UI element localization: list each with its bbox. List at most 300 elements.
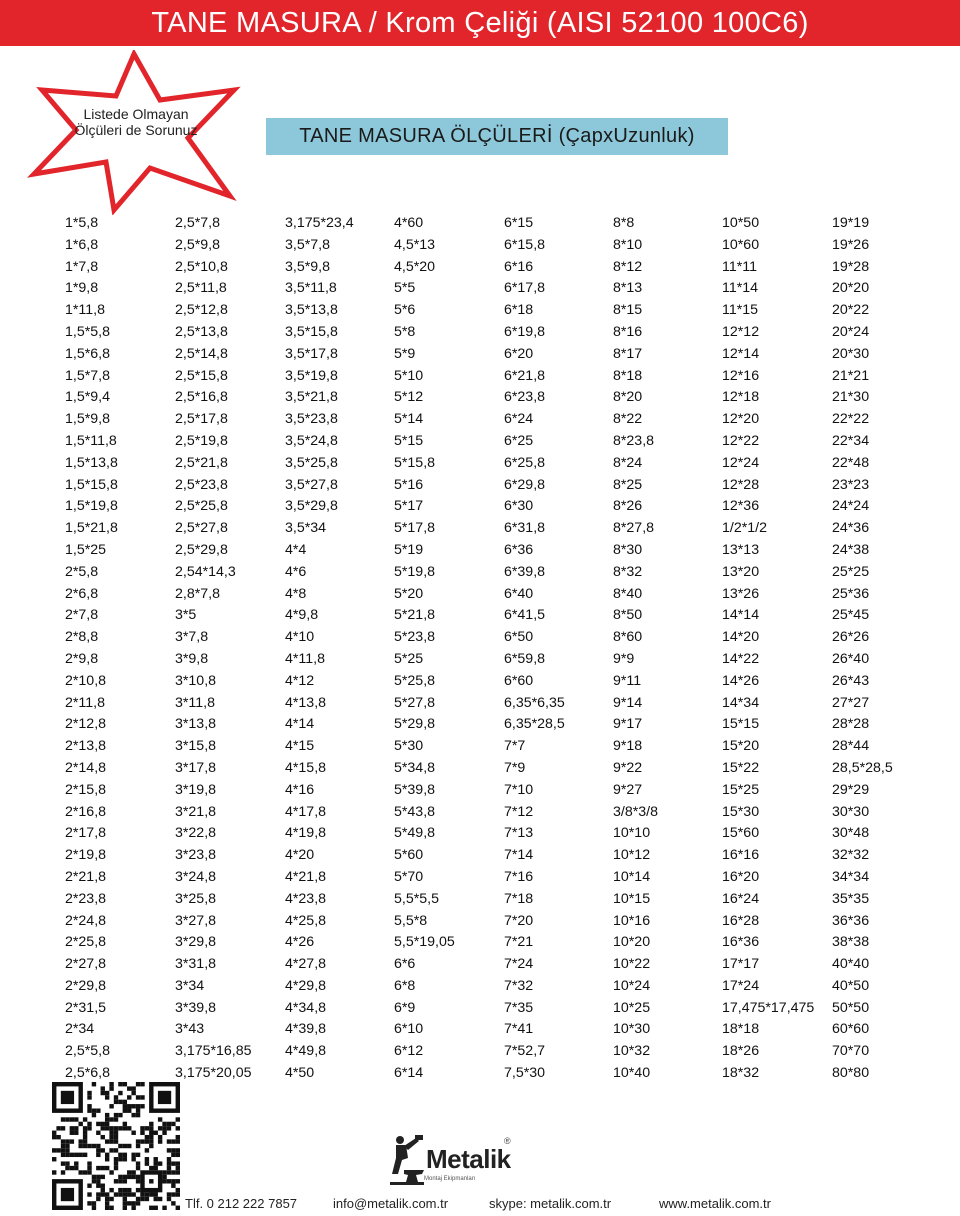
size-cell: 4,5*13 — [394, 236, 436, 253]
size-cell: 10*25 — [613, 999, 651, 1016]
size-cell: 1,5*15,8 — [65, 476, 118, 493]
size-cell: 6*40 — [504, 585, 534, 602]
size-cell: 2,54*14,3 — [175, 563, 236, 580]
size-cell: 10*24 — [613, 977, 651, 994]
size-cell: 2*31,5 — [65, 999, 107, 1016]
size-cell: 1,5*25 — [65, 541, 107, 558]
size-cell: 4*34,8 — [285, 999, 327, 1016]
size-cell: 5*70 — [394, 868, 424, 885]
size-cell: 7*24 — [504, 956, 534, 973]
size-cell: 10*22 — [613, 956, 651, 973]
size-cell: 2*12,8 — [65, 716, 107, 733]
size-cell: 8*23,8 — [613, 432, 655, 449]
size-cell: 4*4 — [285, 541, 307, 558]
size-cell: 1,5*11,8 — [65, 432, 117, 449]
size-cell: 1,5*13,8 — [65, 454, 118, 471]
size-cell: 1*11,8 — [65, 302, 105, 319]
size-cell: 5,5*8 — [394, 912, 428, 929]
size-cell: 20*30 — [832, 345, 870, 362]
size-cell: 2*5,8 — [65, 563, 99, 580]
size-cell: 4*60 — [394, 215, 424, 231]
size-cell: 5*27,8 — [394, 694, 436, 711]
size-cell: 3*39,8 — [175, 999, 217, 1016]
size-cell: 36*36 — [832, 912, 870, 929]
size-cell: 38*38 — [832, 934, 870, 951]
size-cell: 15*22 — [722, 759, 760, 776]
skype-id: skype: metalik.com.tr — [489, 1196, 612, 1211]
size-cell: 18*32 — [722, 1065, 760, 1082]
size-cell: 6*23,8 — [504, 389, 546, 406]
size-cell: 5,5*19,05 — [394, 934, 455, 951]
size-cell: 4*8 — [285, 585, 307, 602]
size-cell: 60*60 — [832, 1021, 870, 1038]
email-address[interactable]: info@metalik.com.tr — [333, 1196, 449, 1211]
size-cell: 15*60 — [722, 825, 760, 842]
size-cell: 35*35 — [832, 890, 870, 907]
size-cell: 3*7,8 — [175, 629, 209, 646]
size-cell: 3,5*7,8 — [285, 236, 330, 253]
size-cell: 3,5*21,8 — [285, 389, 338, 406]
size-cell: 15*30 — [722, 803, 760, 820]
size-cell: 16*24 — [722, 890, 760, 907]
size-cell: 2,5*19,8 — [175, 432, 228, 449]
size-cell: 2*25,8 — [65, 934, 107, 951]
size-cell: 14*20 — [722, 629, 760, 646]
size-cell: 40*40 — [832, 956, 870, 973]
size-cell: 18*26 — [722, 1043, 760, 1060]
size-cell: 3*19,8 — [175, 781, 217, 798]
size-cell: 10*40 — [613, 1065, 651, 1082]
size-cell: 5*34,8 — [394, 759, 436, 776]
size-cell: 3*9,8 — [175, 650, 209, 667]
size-cell: 7*21 — [504, 934, 534, 951]
size-cell: 4*6 — [285, 563, 307, 580]
size-cell: 12*28 — [722, 476, 760, 493]
size-cell: 7*32 — [504, 977, 534, 994]
size-cell: 2*29,8 — [65, 977, 107, 994]
size-cell: 6*18 — [504, 302, 534, 319]
size-cell: 2*9,8 — [65, 650, 99, 667]
size-cell: 30*48 — [832, 825, 870, 842]
size-cell: 3,175*20,05 — [175, 1065, 252, 1082]
size-cell: 5*30 — [394, 738, 424, 755]
size-cell: 17*17 — [722, 956, 760, 973]
size-cell: 2*7,8 — [65, 607, 99, 624]
size-cell: 7,5*30 — [504, 1065, 546, 1082]
size-cell: 3*15,8 — [175, 738, 217, 755]
size-cell: 2*6,8 — [65, 585, 99, 602]
size-cell: 19*26 — [832, 236, 870, 253]
size-cell: 1,5*5,8 — [65, 323, 110, 340]
size-cell: 5*25,8 — [394, 672, 436, 689]
size-cell: 3,175*16,85 — [175, 1043, 252, 1060]
size-cell: 2*34 — [65, 1021, 95, 1038]
size-cell: 8*24 — [613, 454, 643, 471]
size-cell: 8*22 — [613, 411, 643, 428]
size-cell: 2,5*11,8 — [175, 280, 227, 297]
size-cell: 3*25,8 — [175, 890, 217, 907]
size-cell: 8*32 — [613, 563, 643, 580]
size-cell: 10*50 — [722, 215, 760, 231]
size-cell: 6*39,8 — [504, 563, 546, 580]
size-cell: 8*27,8 — [613, 520, 655, 537]
size-cell: 19*28 — [832, 258, 870, 275]
size-cell: 3*5 — [175, 607, 197, 624]
size-cell: 5*9 — [394, 345, 416, 362]
size-cell: 8*60 — [613, 629, 643, 646]
size-cell: 13*26 — [722, 585, 760, 602]
company-logo — [386, 1134, 516, 1194]
size-cell: 2,5*25,8 — [175, 498, 228, 515]
size-cell: 5*14 — [394, 411, 424, 428]
size-cell: 6*8 — [394, 977, 416, 994]
size-cell: 3*23,8 — [175, 847, 217, 864]
size-cell: 2*17,8 — [65, 825, 107, 842]
size-cell: 2*24,8 — [65, 912, 107, 929]
size-cell: 27*27 — [832, 694, 870, 711]
size-cell: 3,5*11,8 — [285, 280, 337, 297]
size-cell: 2*15,8 — [65, 781, 107, 798]
size-cell: 5*5 — [394, 280, 416, 297]
size-cell: 4*25,8 — [285, 912, 327, 929]
size-cell: 1*9,8 — [65, 280, 99, 297]
size-cell: 5*21,8 — [394, 607, 436, 624]
size-cell: 8*25 — [613, 476, 643, 493]
size-cell: 16*36 — [722, 934, 760, 951]
size-cell: 7*9 — [504, 759, 526, 776]
size-cell: 2,5*17,8 — [175, 411, 228, 428]
size-cell: 30*30 — [832, 803, 870, 820]
logo-name: Metalik — [426, 1144, 511, 1174]
size-cell: 7*13 — [504, 825, 534, 842]
size-column — [175, 213, 285, 1085]
size-cell: 3,5*15,8 — [285, 323, 338, 340]
size-cell: 4*10 — [285, 629, 315, 646]
size-column — [722, 213, 832, 1085]
size-cell: 4*15 — [285, 738, 315, 755]
size-cell: 26*43 — [832, 672, 870, 689]
size-cell: 9*22 — [613, 759, 643, 776]
size-cell: 10*12 — [613, 847, 651, 864]
size-cell: 9*27 — [613, 781, 643, 798]
size-cell: 2,8*7,8 — [175, 585, 220, 602]
size-cell: 2*16,8 — [65, 803, 107, 820]
sizes-header — [266, 118, 728, 155]
page-title: TANE MASURA / Krom Çeliği (AISI 52100 100C6) — [151, 6, 809, 39]
size-cell: 5*6 — [394, 302, 416, 319]
size-cell: 4*26 — [285, 934, 315, 951]
size-cell: 12*18 — [722, 389, 760, 406]
size-cell: 12*20 — [722, 411, 760, 428]
size-cell: 2,5*23,8 — [175, 476, 228, 493]
size-cell: 22*48 — [832, 454, 870, 471]
badge-text — [66, 106, 206, 138]
size-cell: 10*14 — [613, 868, 651, 885]
size-column — [285, 213, 395, 1085]
size-cell: 6*10 — [394, 1021, 424, 1038]
size-cell: 5*49,8 — [394, 825, 436, 842]
size-cell: 6*24 — [504, 411, 534, 428]
size-cell: 15*25 — [722, 781, 760, 798]
size-cell: 29*29 — [832, 781, 870, 798]
size-cell: 5*43,8 — [394, 803, 436, 820]
size-cell: 5*8 — [394, 323, 416, 340]
size-cell: 4*14 — [285, 716, 315, 733]
size-cell: 5*16 — [394, 476, 424, 493]
size-cell: 2*11,8 — [65, 694, 105, 711]
size-cell: 5*20 — [394, 585, 424, 602]
size-cell: 2,5*29,8 — [175, 541, 228, 558]
size-cell: 2,5*12,8 — [175, 302, 228, 319]
size-cell: 4*23,8 — [285, 890, 327, 907]
size-cell: 20*24 — [832, 323, 870, 340]
size-cell: 8*17 — [613, 345, 643, 362]
size-cell: 4*13,8 — [285, 694, 327, 711]
size-cell: 12*14 — [722, 345, 760, 362]
size-cell: 7*12 — [504, 803, 534, 820]
size-cell: 10*20 — [613, 934, 651, 951]
size-cell: 13*13 — [722, 541, 760, 558]
size-column — [613, 213, 723, 1085]
size-cell: 2*10,8 — [65, 672, 107, 689]
size-cell: 3*27,8 — [175, 912, 217, 929]
size-cell: 4*19,8 — [285, 825, 327, 842]
size-cell: 2,5*9,8 — [175, 236, 220, 253]
website-url[interactable]: www.metalik.com.tr — [659, 1196, 771, 1211]
size-cell: 6*60 — [504, 672, 534, 689]
size-cell: 1,5*6,8 — [65, 345, 110, 362]
size-cell: 2*13,8 — [65, 738, 107, 755]
size-cell: 25*45 — [832, 607, 870, 624]
size-cell: 6*31,8 — [504, 520, 546, 537]
size-cell: 3,5*13,8 — [285, 302, 338, 319]
size-cell: 6*12 — [394, 1043, 424, 1060]
size-cell: 6*17,8 — [504, 280, 546, 297]
size-cell: 2*8,8 — [65, 629, 99, 646]
size-cell: 1*5,8 — [65, 215, 99, 231]
size-cell: 1*7,8 — [65, 258, 99, 275]
size-cell: 11*14 — [722, 280, 759, 297]
size-cell: 11*11 — [722, 258, 757, 275]
size-cell: 4*15,8 — [285, 759, 327, 776]
badge-line-2: Ölçüleri de Sorunuz — [74, 122, 198, 138]
size-cell: 7*20 — [504, 912, 534, 929]
size-cell: 1/2*1/2 — [722, 520, 767, 537]
size-cell: 12*16 — [722, 367, 760, 384]
size-cell: 6*25,8 — [504, 454, 546, 471]
size-cell: 7*14 — [504, 847, 534, 864]
size-cell: 3,175*23,4 — [285, 215, 354, 231]
size-cell: 8*26 — [613, 498, 643, 515]
size-cell: 10*16 — [613, 912, 651, 929]
size-cell: 7*18 — [504, 890, 534, 907]
size-cell: 10*10 — [613, 825, 651, 842]
size-cell: 25*36 — [832, 585, 870, 602]
size-cell: 12*22 — [722, 432, 760, 449]
size-cell: 8*8 — [613, 215, 635, 231]
size-cell: 6*14 — [394, 1065, 424, 1082]
contact-footer — [0, 1196, 960, 1214]
size-cell: 6*9 — [394, 999, 416, 1016]
size-cell: 8*16 — [613, 323, 643, 340]
size-cell: 2,5*27,8 — [175, 520, 228, 537]
size-cell: 5*19 — [394, 541, 424, 558]
size-cell: 24*24 — [832, 498, 870, 515]
size-cell: 8*30 — [613, 541, 643, 558]
size-cell: 6*25 — [504, 432, 534, 449]
size-cell: 3*21,8 — [175, 803, 217, 820]
size-cell: 5*17 — [394, 498, 424, 515]
phone-number: Tlf. 0 212 222 7857 — [185, 1196, 298, 1211]
size-cell: 4*21,8 — [285, 868, 327, 885]
size-cell: 4*11,8 — [285, 650, 325, 667]
size-cell: 2,5*13,8 — [175, 323, 228, 340]
size-cell: 3,5*27,8 — [285, 476, 338, 493]
size-cell: 25*25 — [832, 563, 870, 580]
size-cell: 2*14,8 — [65, 759, 107, 776]
size-cell: 4*29,8 — [285, 977, 327, 994]
size-cell: 2*19,8 — [65, 847, 107, 864]
size-cell: 22*22 — [832, 411, 870, 428]
size-cell: 32*32 — [832, 847, 870, 864]
size-cell: 10*15 — [613, 890, 651, 907]
size-cell: 5*17,8 — [394, 520, 436, 537]
size-cell: 2*23,8 — [65, 890, 107, 907]
size-cell: 4*49,8 — [285, 1043, 327, 1060]
size-cell: 20*22 — [832, 302, 870, 319]
size-cell: 6*16 — [504, 258, 534, 275]
size-cell: 10*30 — [613, 1021, 651, 1038]
size-cell: 3,5*25,8 — [285, 454, 338, 471]
size-cell: 6,35*6,35 — [504, 694, 565, 711]
size-cell: 3*29,8 — [175, 934, 217, 951]
size-cell: 3*24,8 — [175, 868, 217, 885]
size-cell: 5,5*5,5 — [394, 890, 439, 907]
size-cell: 2,5*6,8 — [65, 1065, 110, 1082]
size-cell: 8*15 — [613, 302, 643, 319]
size-cell: 16*28 — [722, 912, 760, 929]
size-cell: 28,5*28,5 — [832, 759, 893, 776]
size-cell: 2*21,8 — [65, 868, 107, 885]
size-cell: 5*25 — [394, 650, 424, 667]
size-cell: 6*20 — [504, 345, 534, 362]
size-cell: 7*41 — [504, 1021, 534, 1038]
size-cell: 3/8*3/8 — [613, 803, 658, 820]
size-cell: 9*17 — [613, 716, 643, 733]
size-cell: 6*15,8 — [504, 236, 546, 253]
size-cell: 10*60 — [722, 236, 760, 253]
size-cell: 3*31,8 — [175, 956, 217, 973]
size-cell: 12*12 — [722, 323, 760, 340]
size-cell: 1,5*21,8 — [65, 520, 118, 537]
size-cell: 40*50 — [832, 977, 870, 994]
size-cell: 8*50 — [613, 607, 643, 624]
size-cell: 26*26 — [832, 629, 870, 646]
size-cell: 6*50 — [504, 629, 534, 646]
size-cell: 9*11 — [613, 672, 642, 689]
size-cell: 1*6,8 — [65, 236, 99, 253]
size-cell: 8*20 — [613, 389, 643, 406]
size-cell: 3,5*24,8 — [285, 432, 338, 449]
size-cell: 6,35*28,5 — [504, 716, 565, 733]
logo-tagline: Montaj Ekipmanları — [424, 1176, 476, 1182]
size-cell: 70*70 — [832, 1043, 870, 1060]
size-cell: 15*20 — [722, 738, 760, 755]
size-cell: 3*13,8 — [175, 716, 217, 733]
size-cell: 6*19,8 — [504, 323, 546, 340]
size-cell: 8*18 — [613, 367, 643, 384]
size-cell: 6*6 — [394, 956, 416, 973]
size-cell: 1,5*9,4 — [65, 389, 110, 406]
size-cell: 6*36 — [504, 541, 534, 558]
size-cell: 5*23,8 — [394, 629, 436, 646]
size-cell: 2,5*10,8 — [175, 258, 228, 275]
size-cell: 3,5*29,8 — [285, 498, 338, 515]
size-cell: 5*19,8 — [394, 563, 436, 580]
size-cell: 3*22,8 — [175, 825, 217, 842]
size-cell: 5*60 — [394, 847, 424, 864]
size-cell: 5*15 — [394, 432, 424, 449]
size-cell: 7*52,7 — [504, 1043, 546, 1060]
size-cell: 16*20 — [722, 868, 760, 885]
size-cell: 12*24 — [722, 454, 760, 471]
size-cell: 19*19 — [832, 215, 870, 231]
size-cell: 6*15 — [504, 215, 534, 231]
size-cell: 4*12 — [285, 672, 315, 689]
size-cell: 3*43 — [175, 1021, 205, 1038]
size-cell: 3,5*9,8 — [285, 258, 330, 275]
size-column — [394, 213, 504, 1085]
size-cell: 2,5*21,8 — [175, 454, 228, 471]
badge-line-1: Listede Olmayan — [83, 106, 189, 122]
size-cell: 7*7 — [504, 738, 526, 755]
size-cell: 11*15 — [722, 302, 759, 319]
size-cell: 3*10,8 — [175, 672, 217, 689]
size-cell: 2,5*14,8 — [175, 345, 228, 362]
size-cell: 14*22 — [722, 650, 760, 667]
size-cell: 22*34 — [832, 432, 870, 449]
size-cell: 8*13 — [613, 280, 643, 297]
size-cell: 21*30 — [832, 389, 870, 406]
size-cell: 24*38 — [832, 541, 870, 558]
size-cell: 9*14 — [613, 694, 643, 711]
registered-mark: ® — [504, 1136, 511, 1146]
size-cell: 17,475*17,475 — [722, 999, 815, 1016]
size-column — [65, 213, 175, 1085]
size-cell: 9*18 — [613, 738, 643, 755]
size-cell: 14*14 — [722, 607, 760, 624]
size-cell: 5*15,8 — [394, 454, 436, 471]
size-cell: 13*20 — [722, 563, 760, 580]
size-cell: 6*59,8 — [504, 650, 546, 667]
size-cell: 5*29,8 — [394, 716, 436, 733]
star-badge — [18, 50, 250, 215]
size-cell: 3*11,8 — [175, 694, 215, 711]
size-cell: 7*10 — [504, 781, 534, 798]
size-cell: 28*28 — [832, 716, 870, 733]
size-cell: 14*26 — [722, 672, 760, 689]
size-cell: 23*23 — [832, 476, 870, 493]
size-cell: 6*21,8 — [504, 367, 546, 384]
size-cell: 3,5*19,8 — [285, 367, 338, 384]
size-cell: 2,5*7,8 — [175, 215, 220, 231]
size-cell: 16*16 — [722, 847, 760, 864]
size-cell: 1,5*19,8 — [65, 498, 118, 515]
size-cell: 4*39,8 — [285, 1021, 327, 1038]
size-cell: 12*36 — [722, 498, 760, 515]
size-cell: 26*40 — [832, 650, 870, 667]
size-cell: 3,5*34 — [285, 520, 327, 537]
